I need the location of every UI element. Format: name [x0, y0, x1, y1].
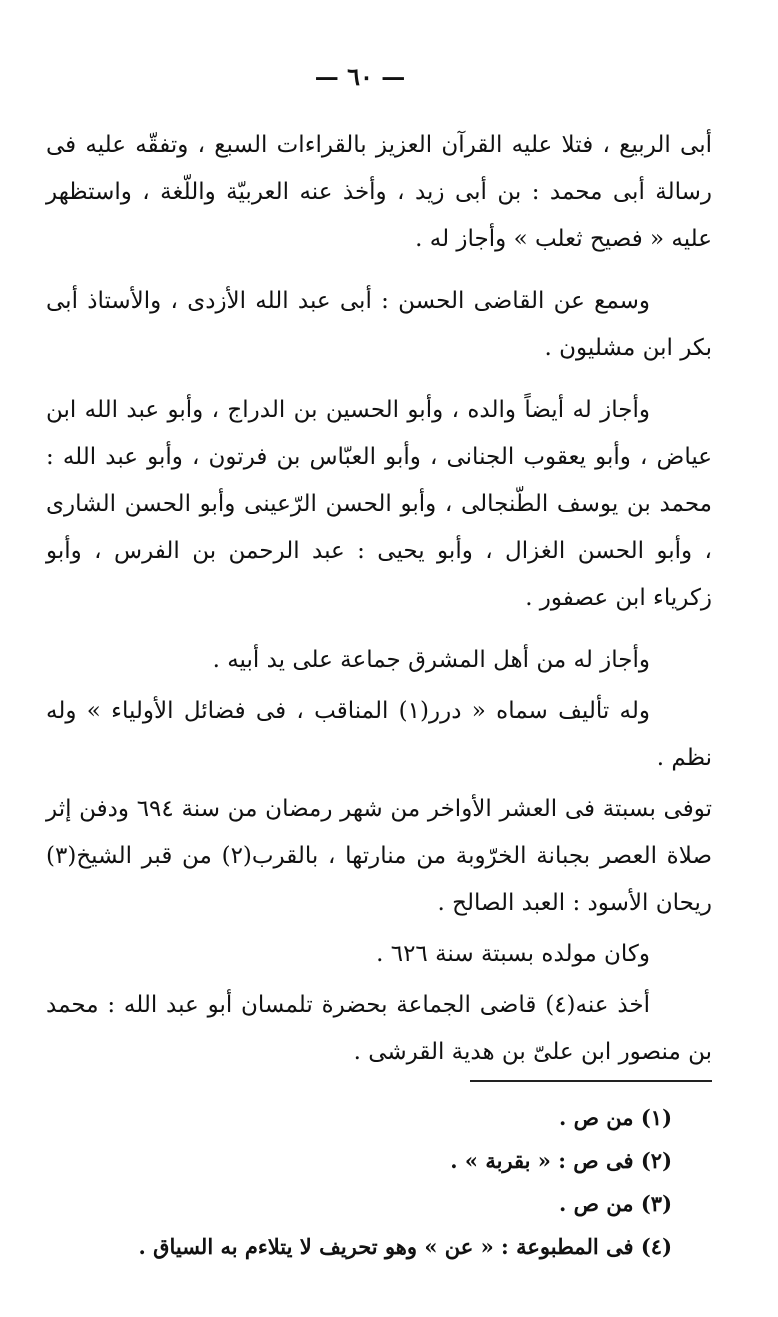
footnote: (٣) من ص .	[558, 1191, 672, 1216]
paragraph: وكان مولده بسبتة سنة ٦٢٦ .	[376, 941, 650, 967]
main-text	[46, 122, 712, 1091]
footnote-divider	[470, 1080, 712, 1082]
footnote: (٢) فى ص : « بقربة » .	[450, 1148, 672, 1173]
footnote: (١) من ص .	[558, 1105, 672, 1130]
page-number: — ٦٠ —	[314, 62, 406, 91]
paragraph: وأجاز له من أهل المشرق جماعة على يد أبيه .	[212, 647, 650, 673]
paragraph: أخذ عنه(٤) قاضى الجماعة بحضرة تلمسان أبو عبد الله : محمد بن منصور ابن علىّ بن هدية القرشى .	[46, 992, 712, 1065]
paragraph: توفى بسبتة فى العشر الأواخر من شهر رمضان من سنة ٦٩٤ ودفن إثر صلاة العصر بجبانة الخرّوبة من منارتها ، بالقرب(٢) من قبر الشيخ(٣) ريحان الأسود : العبد الصالح .	[46, 796, 712, 916]
paragraph: وأجاز له أيضاً والده ، وأبو الحسين بن الدراج ، وأبو عبد الله ابن عياض ، وأبو يعقوب الجنانى ، وأبو العبّاس بن فرتون ، وأبو عبد الله : محمد بن يوسف الطّنجالى ، وأبو الحسن الرّعينى وأبو الحسن الشارى ، وأبو الحسن الغزال ، وأبو يحيى : عبد الرحمن بن الفرس ، وأبو زكرياء ابن عصفور .	[46, 397, 712, 611]
footnote: (٤) فى المطبوعة : « عن » وهو تحريف لا يتلاءم به السياق .	[138, 1234, 672, 1259]
paragraph: وسمع عن القاضى الحسن : أبى عبد الله الأزدى ، والأستاذ أبى بكر ابن مشليون .	[46, 288, 712, 361]
paragraph: وله تأليف سماه « درر(١) المناقب ، فى فضائل الأولياء » وله نظم .	[46, 698, 712, 771]
paragraph: أبى الربيع ، فتلا عليه القرآن العزيز بالقراءات السبع ، وتفقّه عليه فى رسالة أبى محمد : بن أبى زيد ، وأخذ عنه العربيّة واللّغة ، واستظهر عليه « فصيح ثعلب » وأجاز له .	[46, 132, 712, 252]
footnotes	[120, 1096, 672, 1268]
